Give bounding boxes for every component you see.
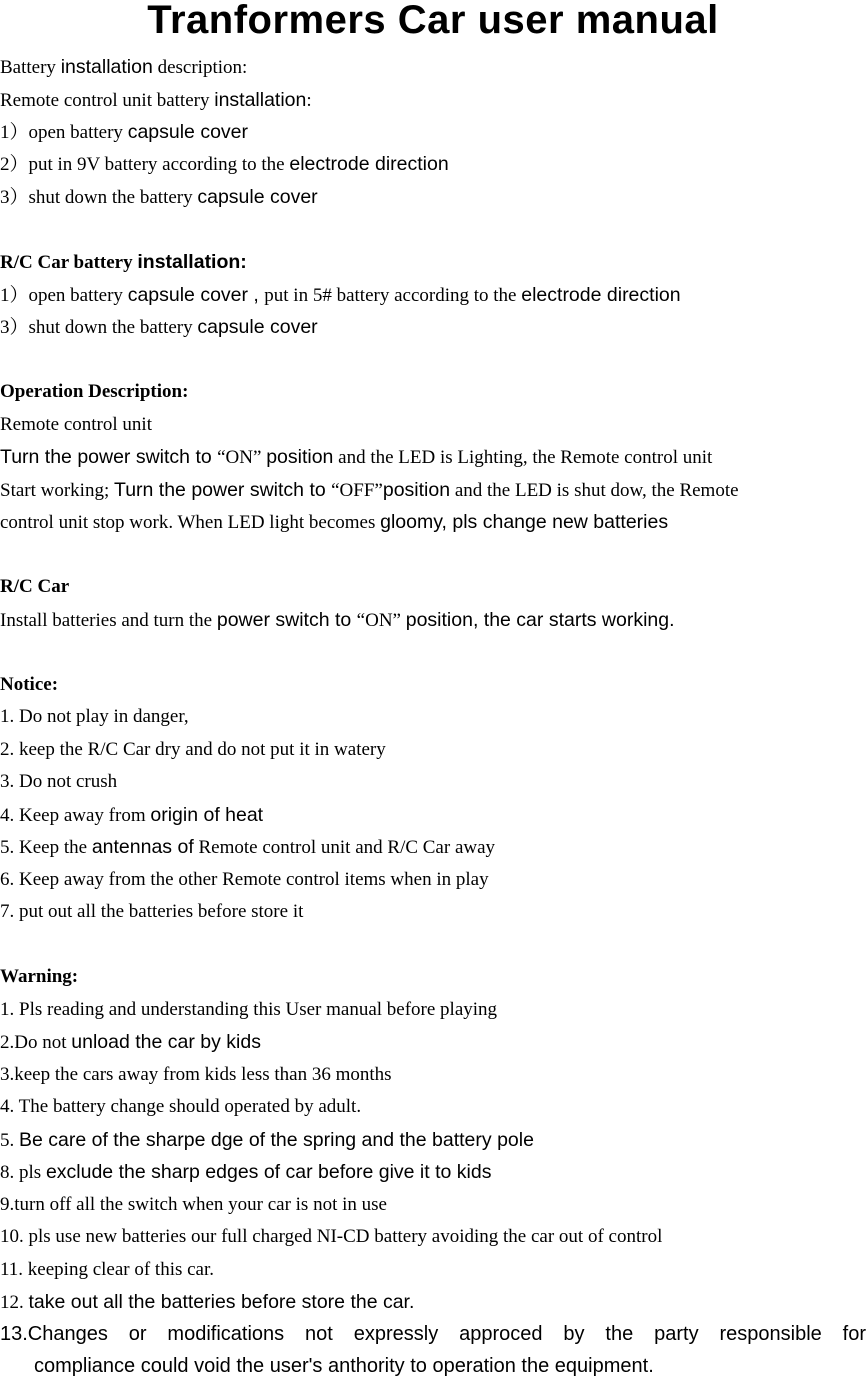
warning-item-8: 8. pls exclude the sharp edges of car before give it to kids	[0, 1161, 492, 1183]
warning-item-5: 5. Be care of the sharpe dge of the spring and the battery pole	[0, 1129, 534, 1151]
remote-step-1: 1）open battery capsule cover	[0, 121, 249, 143]
warning-item-13-line-1: 13.Changes or modifications not expressly approced by the party responsible for	[0, 1323, 866, 1345]
notice-item-2: 2. keep the R/C Car dry and do not put it in watery	[0, 739, 386, 760]
notice-item-3: 3. Do not crush	[0, 771, 118, 792]
notice-item-5: 5. Keep the antennas of Remote control unit and R/C Car away	[0, 836, 496, 858]
remote-battery-line: Remote control unit battery installation:	[0, 89, 312, 111]
warning-item-13-line-2: compliance could void the user's anthority to operation the equipment.	[34, 1355, 654, 1377]
notice-item-6: 6. Keep away from the other Remote control items when in play	[0, 869, 489, 890]
warning-item-12: 12. take out all the batteries before store the car.	[0, 1291, 415, 1313]
notice-item-4: 4. Keep away from origin of heat	[0, 804, 264, 826]
rc-car-heading: R/C Car	[0, 576, 70, 597]
warning-item-13	[0, 1323, 866, 1377]
operation-subheading: Remote control unit	[0, 414, 152, 435]
operation-line-3: control unit stop work. When LED light becomes gloomy, pls change new batteries	[0, 511, 669, 533]
operation-line-2: Start working; Turn the power switch to “OFF”position and the LED is shut dow, the Remote	[0, 479, 739, 501]
notice-item-1: 1. Do not play in danger,	[0, 706, 189, 727]
remote-step-2: 2）put in 9V battery according to the electrode direction	[0, 153, 449, 175]
warning-item-4: 4. The battery change should operated by adult.	[0, 1096, 362, 1117]
warning-item-1: 1. Pls reading and understanding this User manual before playing	[0, 999, 498, 1020]
warning-item-11: 11. keeping clear of this car.	[0, 1259, 215, 1280]
rc-battery-step-1: 1）open battery capsule cover , put in 5# battery according to the electrode direction	[0, 284, 681, 306]
notice-heading: Notice:	[0, 674, 59, 695]
rc-battery-heading: R/C Car battery installation:	[0, 251, 247, 273]
warning-item-9: 9.turn off all the switch when your car is not in use	[0, 1194, 387, 1215]
warning-item-2: 2.Do not unload the car by kids	[0, 1031, 261, 1053]
warning-item-10: 10. pls use new batteries our full charged NI-CD battery avoiding the car out of control	[0, 1226, 663, 1247]
rc-battery-step-3: 3）shut down the battery capsule cover	[0, 316, 318, 338]
remote-step-3: 3）shut down the battery capsule cover	[0, 186, 318, 208]
warning-item-3: 3.keep the cars away from kids less than 36 months	[0, 1064, 392, 1085]
warning-heading: Warning:	[0, 966, 79, 987]
operation-heading: Operation Description:	[0, 381, 189, 402]
operation-line-1: Turn the power switch to “ON” position and the LED is Lighting, the Remote control unit	[0, 446, 713, 468]
notice-item-7: 7. put out all the batteries before store it	[0, 901, 304, 922]
page-title: Tranformers Car user manual	[147, 0, 719, 42]
rc-car-line: Install batteries and turn the power switch to “ON” position, the car starts working.	[0, 609, 675, 631]
battery-intro-line: Battery installation description:	[0, 56, 248, 78]
